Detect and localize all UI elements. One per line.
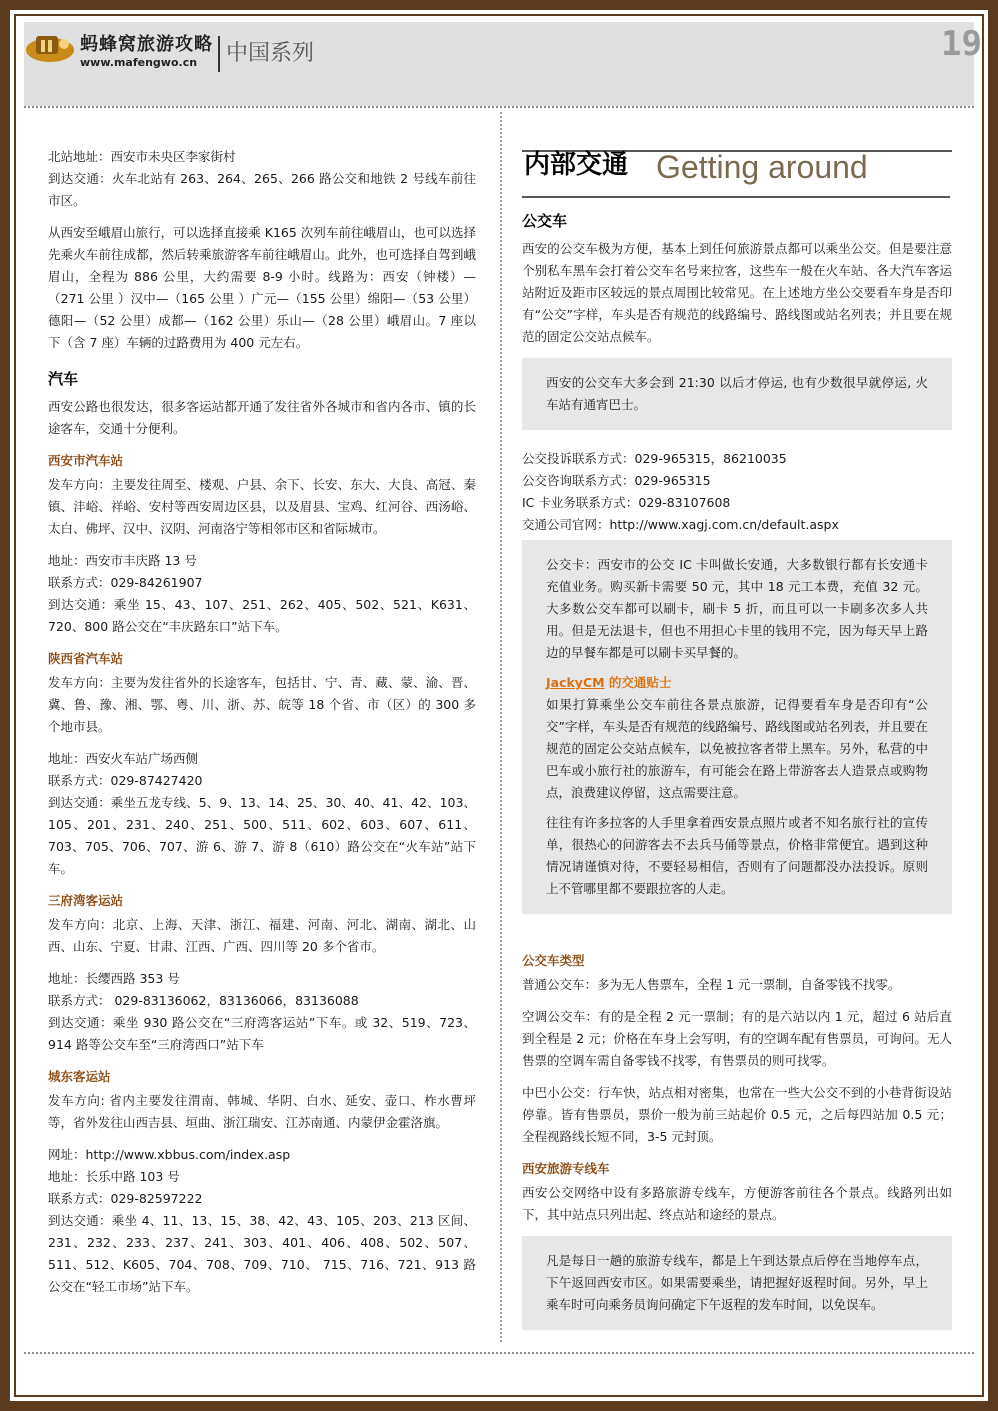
bus-types-title: 公交车类型	[522, 953, 585, 968]
header-divider	[24, 106, 974, 108]
note-box-tour-line	[522, 1236, 952, 1330]
header-separator	[218, 36, 220, 72]
bus-card-text: 公交卡：西安市的公交 IC 卡叫做长安通，大多数银行都有长安通卡充值业务。购买新卡需要 50 元，其中 18 元工本费，充值 32 元。大多数公交车都可以刷卡，刷卡 5 折，而且可以一卡刷多次多人共用。但是无法退卡，但也不用担心卡里的钱用不完，因为每天早上路边的早餐车都是可以刷卡买早餐的。	[546, 557, 928, 660]
station-address: 地址：长乐中路 103 号	[48, 1169, 180, 1184]
footer-divider	[24, 1352, 974, 1354]
note-box-bus-hours	[522, 358, 952, 430]
contact-line: 交通公司官网：http://www.xagj.com.cn/default.aspx	[522, 517, 839, 532]
tour-line-intro: 西安公交网络中设有多路旅游专线车，方便游客前往各个景点。线路列出如下，其中站点只列出起、终点站和途经的景点。	[522, 1185, 952, 1222]
series-title: 中国系列	[226, 41, 315, 66]
station-title: 西安市汽车站	[48, 453, 124, 468]
station-phone: 联系方式： 029-83136062，83136066，83136088	[48, 993, 359, 1008]
note-text: 凡是每日一趟的旅游专线车，都是上午到达景点后停在当地停车点，下午返回西安市区。如果需要乘坐，请把握好返程时间。另外，早上乘车时可向乘务员询问确定下午返程的发车时间，以免误车。	[546, 1253, 928, 1312]
spacer	[522, 932, 952, 944]
right-column	[522, 150, 952, 1348]
bus-type-paragraph: 普通公交车：多为无人售票车，全程 1 元一票制，自备零钱不找零。	[522, 977, 901, 992]
station-transport: 到达交通：乘坐 930 路公交在“三府湾客运站”下车。或 32、519、723、914 路等公交车至“三府湾西口”站下车	[48, 1015, 476, 1052]
page-number: 19	[941, 24, 982, 64]
north-station-address: 北站地址：西安市未央区李家街村	[48, 149, 236, 164]
station-title: 三府湾客运站	[48, 893, 124, 908]
station-title: 城东客运站	[48, 1069, 111, 1084]
station-phone: 联系方式：029-87427420	[48, 773, 203, 788]
section-underline	[522, 196, 950, 198]
bus-section-title: 公交车	[522, 212, 568, 230]
car-intro: 西安公路也很发达，很多客运站都开通了发往省外各城市和省内各市、镇的长途客车，交通十分便利。	[48, 399, 476, 436]
emei-route-paragraph: 从西安至峨眉山旅行，可以选择直接乘 K165 次列车前往峨眉山，也可以选择先乘火车前往成都，然后转乘旅游客车前往峨眉山。此外，也可选择自驾到峨眉山，全程为 886 公里，大约需要 8-9 小时。线路为：西安（钟楼）—（271 公里 ）汉中—（165 公里 ）广元—（155 公里）绵阳—（53 公里）德阳—（52 公里）成都—（162 公里）乐山—（28 公里）峨眉山。7 座以下（含 7 座）车辆的过路费用为 400 元左右。	[48, 225, 476, 350]
station-direction: 发车方向：主要发往周至、楼观、户县、余下、长安、东大、大良、高冠、秦镇、沣峪、祥峪、安村等西安周边区县，以及眉县、宝鸡、红河谷、西汤峪、太白、佛坪、汉中、汉阴、河南洛宁等相邻市区和省际城市。	[48, 477, 476, 536]
station-direction: 发车方向：北京、上海、天津、浙江、福建、河南、河北、湖南、湖北、山西、山东、宁夏、甘肃、江西、广西、四川等 20 多个省市。	[48, 917, 476, 954]
north-station-transport: 到达交通：火车北站有 263、264、265、266 路公交和地铁 2 号线车前往市区。	[48, 171, 476, 208]
tip-paragraph: 如果打算乘坐公交车前往各景点旅游，记得要看车身是否印有“公交”字样，车头是否有规范的线路编号、路线图或站名列表，并且要在规范的固定公交站点候车，以免被拉客者带上黑车。另外，私营的中巴车或小旅行社的旅游车，有可能会在路上带游客去人造景点或购物点，浪费建议停留，这点需要注意。	[546, 697, 928, 800]
brand-name: 蚂蜂窝旅游攻略	[80, 34, 213, 55]
tour-line-title: 西安旅游专线车	[522, 1161, 610, 1176]
station-transport: 到达交通：乘坐 4、11、13、15、38、42、43、105、203、213 区间、231、232、233、237、241、303、401、406、408、502、507、511、512、K605、704、708、709、710、 715、716、721、913 路公交在“轻工市场”站下车。	[48, 1213, 476, 1294]
bus-type-paragraph: 中巴小公交：行车快，站点相对密集，也常在一些大公交不到的小巷背街设站停靠。皆有售票员，票价一般为前三站起价 0.5 元，之后每四站加 0.5 元；全程视路线长短不同，3-5 元封顶。	[522, 1085, 952, 1144]
station-direction: 发车方向：主要为发往省外的长途客车，包括甘、宁、青、藏、蒙、渝、晋、冀、鲁、豫、湘、鄂、粤、川、浙、苏、皖等 18 个省、市（区）的 300 多个地市县。	[48, 675, 476, 734]
tip-paragraph: 往往有许多拉客的人手里拿着西安景点照片或者不知名旅行社的宣传单，很热心的问游客去不去兵马俑等景点，价格非常便宜。遇到这种情况请谨慎对待，不要轻易相信，否则有了问题都没办法投诉。原则上不管哪里都不要跟拉客的人走。	[546, 815, 928, 896]
bus-intro: 西安的公交车极为方便，基本上到任何旅游景点都可以乘坐公交。但是要注意个别私车黑车会打着公交车名号来拉客，这些车一般在火车站、各大汽车客运站附近及距市区较远的景点周围比较常见。在上述地方坐公交要看车身是否印有“公交”字样，车头是否有规范的线路编号、路线图或站名列表；并且要在规范的固定公交站点候车。	[522, 241, 952, 344]
tip-author-link[interactable]: JackyCM	[546, 675, 605, 690]
station-transport: 到达交通：乘坐五龙专线、5、9、13、14、25、30、40、41、42、103、105、201、231、240、251、500、511、602、603、607、611、703、705、706、707、游 6、游 7、游 8（610）路公交在“火车站”站下车。	[48, 795, 476, 876]
station-address: 地址：西安火车站广场西侧	[48, 751, 199, 766]
station-phone: 联系方式：029-82597222	[48, 1191, 203, 1206]
station-address: 地址：长缨西路 353 号	[48, 971, 180, 986]
tip-title-suffix: 的交通贴士	[604, 675, 672, 690]
left-column	[48, 146, 476, 1308]
section-heading	[522, 150, 952, 196]
station-address: 地址：西安市丰庆路 13 号	[48, 553, 197, 568]
contact-line: 公交投诉联系方式：029-965315，86210035	[522, 451, 787, 466]
station-transport: 到达交通：乘坐 15、43、107、251、262、405、502、521、K631、720、800 路公交在“丰庆路东口”站下车。	[48, 597, 476, 634]
column-divider	[500, 112, 502, 1342]
contact-line: 公交咨询联系方式：029-965315	[522, 473, 711, 488]
station-title: 陕西省汽车站	[48, 651, 124, 666]
contact-line: IC 卡业务联系方式：029-83107608	[522, 495, 731, 510]
bus-type-paragraph: 空调公交车：有的是全程 2 元一票制；有的是六站以内 1 元，超过 6 站后直到全程是 2 元；价格在车身上会写明，有的空调车配有售票员，可询问。无人售票的空调车需自备零钱不找零，有售票员的则可找零。	[522, 1009, 952, 1068]
note-box-bus-card	[522, 540, 952, 914]
tip-title	[546, 672, 928, 694]
mafengwo-logo-icon	[24, 30, 76, 64]
brand-url: www.mafengwo.cn	[80, 56, 198, 69]
section-title-cn: 内部交通	[524, 150, 629, 180]
car-section-title: 汽车	[48, 370, 79, 388]
section-title-en: Getting around	[656, 149, 868, 185]
station-website: 网址：http://www.xbbus.com/index.asp	[48, 1147, 291, 1162]
station-phone: 联系方式：029-84261907	[48, 575, 203, 590]
note-text: 西安的公交车大多会到 21:30 以后才停运, 也有少数很早就停运, 火车站有通宵巴士。	[546, 375, 928, 412]
station-direction: 发车方向: 省内主要发往渭南、韩城、华阴、白水、延安、壶口、柞水曹坪等，省外发往山西吉县、垣曲、浙江瑞安、江苏南通、内蒙伊金霍洛旗。	[48, 1093, 476, 1130]
